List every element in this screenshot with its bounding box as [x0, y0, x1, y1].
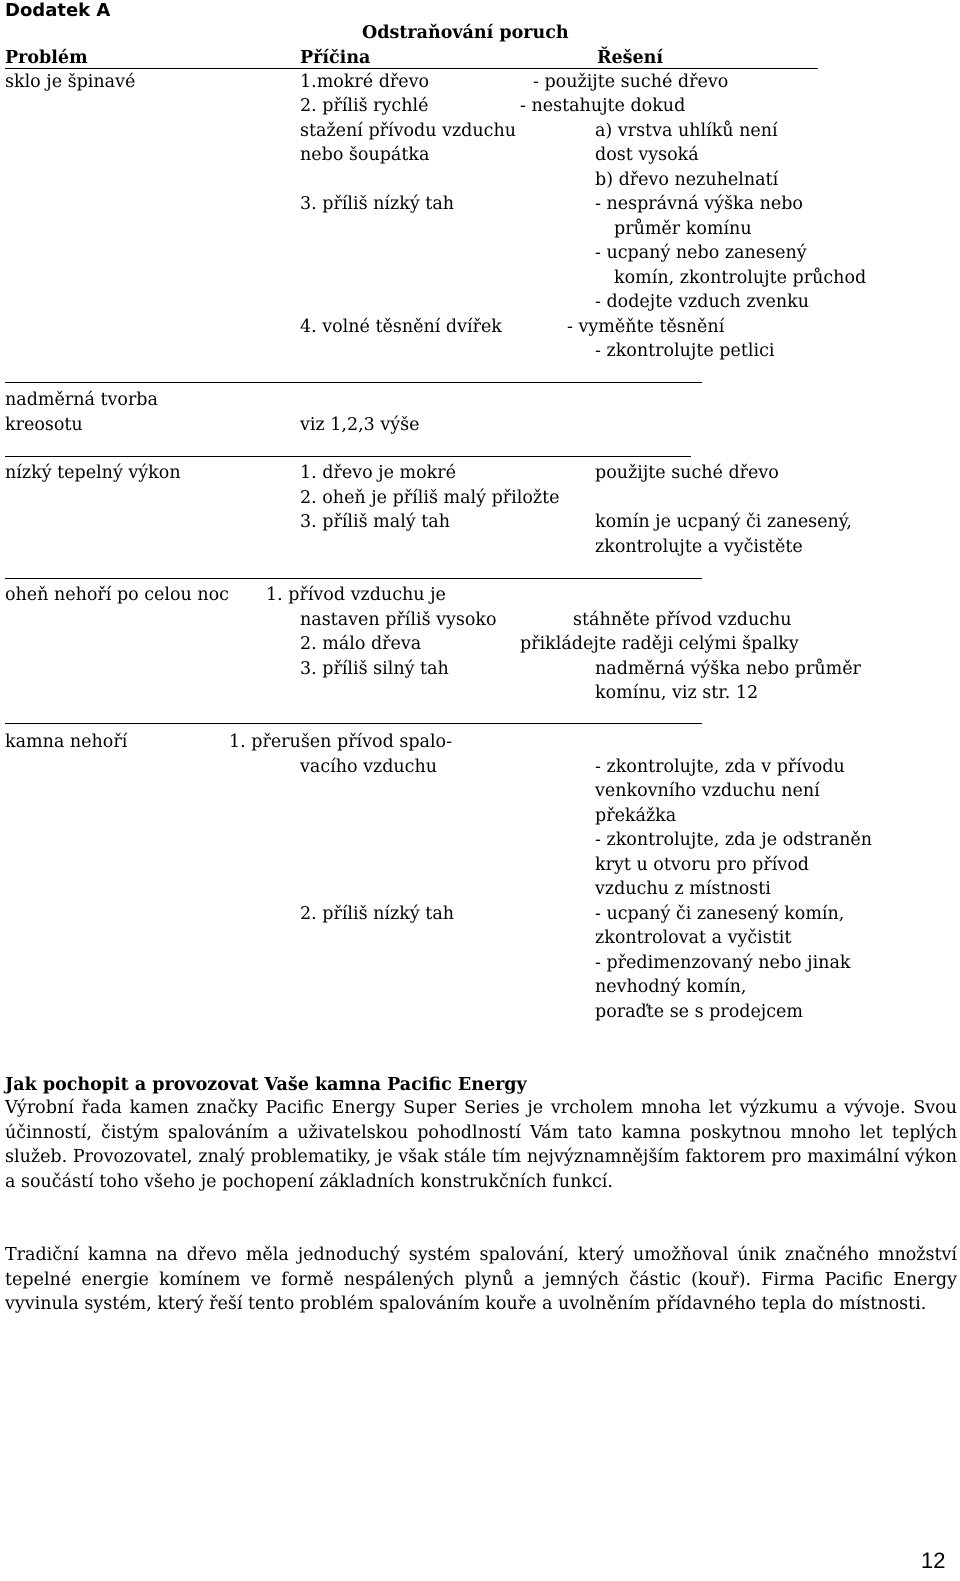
solution-text: - vyměňte těsnění	[567, 317, 725, 337]
solution-text: venkovního vzduchu není	[595, 781, 820, 801]
cause-text: viz 1,2,3 výše	[300, 415, 420, 435]
cause-text: 1. přerušen přívod spalo-	[229, 732, 453, 752]
cause-text: 2. příliš rychlé	[300, 96, 429, 116]
cause-text: 1. přívod vzduchu je	[266, 585, 446, 605]
solution-text: kryt u otvoru pro přívod	[595, 855, 809, 875]
cause-text: nastaven příliš vysoko	[300, 610, 497, 630]
solution-text: zkontrolujte a vyčistěte	[595, 537, 803, 557]
cause-text: 2. oheň je příliš malý přiložte	[300, 488, 560, 508]
solution-text: nadměrná výška nebo průměr	[595, 659, 861, 679]
solution-text: - zkontrolujte petlici	[595, 341, 775, 361]
appendix-title: Dodatek A	[5, 0, 111, 21]
paragraph-intro: Výrobní řada kamen značky Pacific Energy Super Series je vrcholem mnoha let výzkumu a vývoje. Svou účinností, čistým spalováním a uživatelskou pohodlností Vám tato kamna poskytnou mnoho let teplých služeb. Provozovatel, znalý problematiky, je však stále tím nejvýznamnějším faktorem pro maximální výkon a součástí toho všeho je pochopení základních konstrukčních funkcí.	[5, 1098, 957, 1192]
header-underline	[5, 68, 818, 69]
cause-text: vacího vzduchu	[300, 757, 438, 777]
problem-label: nízký tepelný výkon	[5, 463, 181, 483]
solution-text: a) vrstva uhlíků není	[595, 121, 778, 141]
solution-text: průměr komínu	[614, 219, 752, 239]
problem-label: kamna nehoří	[5, 732, 128, 752]
solution-text: - použijte suché dřevo	[533, 72, 729, 92]
solution-text: dost vysoká	[595, 145, 699, 165]
header-problem: Problém	[5, 48, 88, 68]
problem-label: kreosotu	[5, 415, 83, 435]
paragraph-combustion: Tradiční kamna na dřevo měla jednoduchý systém spalování, který umožňoval únik značného množství tepelné energie komínem ve formě nespálených plynů a jemných částic (kouř). Firma Pacific Energy vyvinula systém, který řeší tento problém spalováním kouře a uvolněním přídavného tepla do místnosti.	[5, 1245, 957, 1315]
page-number: 12	[921, 1548, 946, 1573]
cause-text: 3. příliš nízký tah	[300, 194, 455, 214]
section-divider	[5, 578, 702, 579]
cause-text: 2. málo dřeva	[300, 634, 422, 654]
solution-text: překážka	[595, 806, 677, 826]
header-cause: Příčina	[300, 48, 371, 68]
problem-label: nadměrná tvorba	[5, 390, 158, 410]
solution-text: b) dřevo nezuhelnatí	[595, 170, 779, 190]
solution-text: zkontrolovat a vyčistit	[595, 928, 792, 948]
problem-label: sklo je špinavé	[5, 72, 136, 92]
solution-text: - zkontrolujte, zda je odstraněn	[595, 830, 873, 850]
solution-text: přikládejte raději celými špalky	[520, 634, 799, 654]
solution-text: - nesprávná výška nebo	[595, 194, 803, 214]
solution-text: použijte suché dřevo	[595, 463, 779, 483]
solution-text: komín je ucpaný či zanesený,	[595, 512, 852, 532]
cause-text: nebo šoupátka	[300, 145, 430, 165]
cause-text: 2. příliš nízký tah	[300, 904, 455, 924]
table-title: Odstraňování poruch	[362, 23, 569, 43]
solution-text: stáhněte přívod vzduchu	[573, 610, 792, 630]
cause-text: 3. příliš silný tah	[300, 659, 449, 679]
solution-text: nevhodný komín,	[595, 977, 747, 997]
solution-text: - ucpaný či zanesený komín,	[595, 904, 845, 924]
section-heading: Jak pochopit a provozovat Vaše kamna Pacific Energy	[5, 1075, 527, 1095]
section-divider	[5, 723, 702, 724]
solution-text: komínu, viz str. 12	[595, 683, 759, 703]
cause-text: stažení přívodu vzduchu	[300, 121, 516, 141]
section-divider	[5, 382, 702, 383]
solution-text: poraďte se s prodejcem	[595, 1002, 803, 1022]
header-solution: Řešení	[597, 48, 664, 68]
solution-text: komín, zkontrolujte průchod	[614, 268, 867, 288]
solution-text: - předimenzovaný nebo jinak	[595, 953, 851, 973]
cause-text: 4. volné těsnění dvířek	[300, 317, 502, 337]
solution-text: - ucpaný nebo zanesený	[595, 243, 807, 263]
solution-text: - nestahujte dokud	[520, 96, 686, 116]
section-divider	[5, 456, 691, 457]
solution-text: - zkontrolujte, zda v přívodu	[595, 757, 845, 777]
solution-text: - dodejte vzduch zvenku	[595, 292, 809, 312]
cause-text: 1. dřevo je mokré	[300, 463, 456, 483]
cause-text: 1.mokré dřevo	[300, 72, 430, 92]
problem-label: oheň nehoří po celou noc	[5, 585, 229, 605]
cause-text: 3. příliš malý tah	[300, 512, 450, 532]
solution-text: vzduchu z místnosti	[595, 879, 771, 899]
